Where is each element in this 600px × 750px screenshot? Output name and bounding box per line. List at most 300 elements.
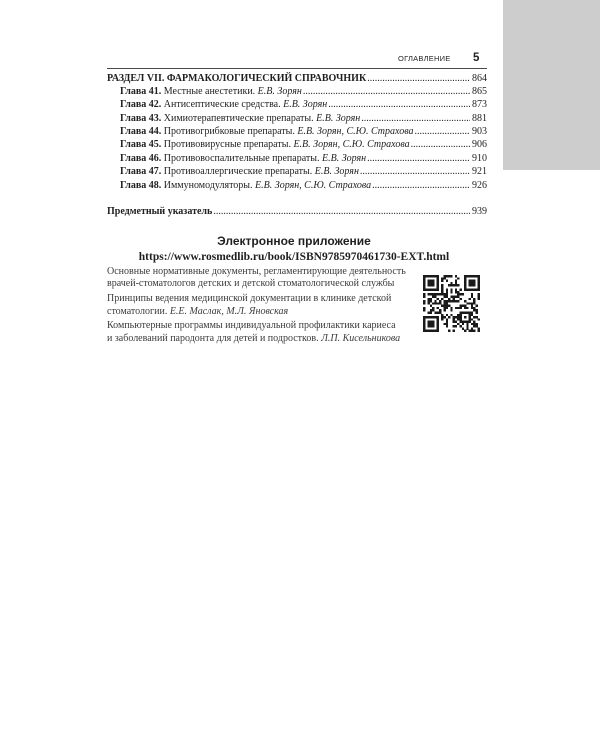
chapter-label: Глава 48.	[120, 179, 162, 191]
toc-page-number: 864	[472, 72, 487, 84]
qr-module	[455, 275, 457, 277]
qr-module	[475, 323, 477, 325]
qr-module	[441, 318, 443, 320]
qr-module	[446, 318, 448, 320]
qr-module	[441, 293, 443, 295]
dot-leader	[213, 205, 470, 218]
qr-module	[462, 327, 464, 329]
qr-module	[469, 289, 471, 291]
qr-module	[453, 316, 455, 318]
qr-module	[469, 302, 471, 304]
chapter-label: Глава 44.	[120, 126, 162, 138]
qr-module	[434, 289, 436, 291]
qr-module	[457, 296, 459, 298]
qr-module	[464, 316, 466, 318]
qr-module	[444, 275, 446, 277]
qr-module	[434, 275, 436, 277]
qr-module	[464, 305, 466, 307]
dot-leader	[328, 98, 470, 111]
qr-module	[469, 280, 471, 282]
qr-module	[478, 298, 480, 300]
qr-module	[432, 325, 434, 327]
qr-module	[464, 275, 466, 277]
dot-leader	[367, 152, 470, 165]
qr-module	[450, 289, 452, 291]
qr-module	[475, 289, 477, 291]
qr-module	[459, 307, 461, 309]
chapter-title: Противовоспалительные препараты.	[163, 152, 320, 164]
chapter-title: Химиотерапевтические препараты.	[163, 112, 314, 124]
qr-module	[478, 296, 480, 298]
appendix-item-text: врачей-стоматологов детских и детской стоматологической службы	[107, 278, 395, 290]
qr-module	[469, 275, 471, 277]
qr-module	[469, 330, 471, 332]
qr-module	[453, 318, 455, 320]
toc-page-number: 881	[472, 112, 487, 124]
qr-module	[430, 316, 432, 318]
qr-module	[478, 330, 480, 332]
qr-module	[425, 289, 427, 291]
qr-module	[432, 282, 434, 284]
qr-module	[437, 330, 439, 332]
qr-module	[455, 284, 457, 286]
qr-module	[471, 327, 473, 329]
qr-module	[464, 282, 466, 284]
qr-module	[471, 282, 473, 284]
qr-module	[459, 298, 461, 300]
chapter-authors: Е.В. Зорян	[316, 112, 361, 124]
qr-module	[455, 291, 457, 293]
appendix-item	[107, 293, 419, 319]
qr-module	[473, 325, 475, 327]
qr-module	[471, 284, 473, 286]
qr-module	[430, 311, 432, 313]
qr-module	[423, 321, 425, 323]
qr-module	[423, 307, 425, 309]
qr-module	[457, 291, 459, 293]
qr-module	[446, 280, 448, 282]
qr-module	[457, 300, 459, 302]
qr-module	[432, 293, 434, 295]
qr-module	[430, 280, 432, 282]
qr-module	[473, 298, 475, 300]
qr-module	[428, 280, 430, 282]
qr-module	[466, 325, 468, 327]
qr-module	[466, 321, 468, 323]
appendix-item	[107, 266, 419, 292]
qr-module	[428, 293, 430, 295]
table-of-contents	[107, 72, 487, 219]
qr-module	[434, 311, 436, 313]
qr-module	[475, 325, 477, 327]
chapter-authors: Е.В. Зорян	[257, 85, 302, 97]
qr-module	[423, 318, 425, 320]
qr-module	[478, 293, 480, 295]
qr-module	[453, 300, 455, 302]
qr-module	[444, 293, 446, 295]
qr-module	[471, 293, 473, 295]
qr-module	[473, 330, 475, 332]
appendix-item-text: и заболеваний пародонта для детей и подростков.	[107, 333, 319, 345]
appendix-item-authors: Л.П. Кисельникова	[321, 333, 401, 345]
qr-module	[428, 330, 430, 332]
qr-module	[453, 284, 455, 286]
qr-module	[478, 280, 480, 282]
toc-page-number: 873	[472, 99, 487, 111]
qr-module	[439, 300, 441, 302]
qr-module	[446, 307, 448, 309]
dot-leader	[372, 179, 470, 192]
toc-chapter-45	[107, 138, 487, 151]
qr-module	[471, 330, 473, 332]
qr-module	[450, 309, 452, 311]
appendix-item-line: Основные нормативные документы, регламентирующие деятельность	[107, 265, 406, 277]
qr-module	[441, 298, 443, 300]
qr-module	[444, 305, 446, 307]
qr-module	[466, 323, 468, 325]
qr-module	[446, 289, 448, 291]
toc-page-number: 926	[472, 179, 487, 191]
qr-module	[423, 280, 425, 282]
qr-module	[432, 323, 434, 325]
qr-module	[446, 323, 448, 325]
qr-module	[475, 316, 477, 318]
chapter-label: Глава 41.	[120, 85, 162, 97]
appendix-item-line	[107, 278, 419, 291]
toc-section-title: РАЗДЕЛ VII. ФАРМАКОЛОГИЧЕСКИЙ СПРАВОЧНИК	[107, 72, 367, 84]
qr-module	[423, 302, 425, 304]
appendix-items	[107, 266, 419, 348]
qr-module	[428, 282, 430, 284]
qr-module	[430, 289, 432, 291]
chapter-label: Глава 46.	[120, 152, 162, 164]
qr-module	[441, 289, 443, 291]
qr-code-icon	[423, 275, 480, 332]
appendix-item-authors: Е.Е. Маслак, М.Л. Яновская	[169, 305, 289, 317]
toc-chapter-entry	[120, 179, 371, 192]
qr-module	[453, 296, 455, 298]
qr-module	[455, 316, 457, 318]
qr-module	[448, 305, 450, 307]
appendix-item-line: Принципы ведения медицинской документации в клинике детской	[107, 292, 392, 304]
qr-module	[462, 305, 464, 307]
qr-module	[453, 325, 455, 327]
qr-module	[469, 284, 471, 286]
qr-module	[423, 293, 425, 295]
qr-module	[439, 309, 441, 311]
qr-module	[423, 275, 425, 277]
toc-page-number: 921	[472, 166, 487, 178]
qr-module	[441, 277, 443, 279]
qr-module	[459, 318, 461, 320]
qr-module	[423, 325, 425, 327]
qr-module	[441, 280, 443, 282]
qr-module	[469, 282, 471, 284]
qr-module	[444, 300, 446, 302]
qr-module	[464, 307, 466, 309]
toc-chapter-entry	[120, 98, 327, 111]
qr-module	[462, 293, 464, 295]
qr-module	[459, 305, 461, 307]
qr-module	[446, 293, 448, 295]
qr-module	[432, 275, 434, 277]
qr-module	[437, 280, 439, 282]
qr-module	[446, 321, 448, 323]
appendix-item-line	[107, 333, 419, 346]
qr-module	[444, 323, 446, 325]
qr-module	[457, 277, 459, 279]
qr-module	[430, 275, 432, 277]
qr-module	[437, 323, 439, 325]
qr-module	[475, 309, 477, 311]
qr-module	[441, 316, 443, 318]
qr-module	[444, 316, 446, 318]
qr-module	[448, 298, 450, 300]
appendix-item-line: Компьютерные программы индивидуальной профилактики кариеса	[107, 320, 396, 332]
qr-module	[437, 321, 439, 323]
qr-module	[473, 302, 475, 304]
qr-module	[437, 293, 439, 295]
qr-module	[478, 327, 480, 329]
qr-module	[453, 321, 455, 323]
qr-module	[428, 311, 430, 313]
qr-module	[471, 280, 473, 282]
qr-module	[441, 284, 443, 286]
qr-module	[471, 318, 473, 320]
qr-module	[475, 305, 477, 307]
qr-module	[464, 311, 466, 313]
qr-module	[466, 289, 468, 291]
qr-module	[473, 309, 475, 311]
chapter-authors: Е.В. Зорян, С.Ю. Страхова	[297, 126, 414, 138]
qr-module	[437, 316, 439, 318]
qr-module	[428, 300, 430, 302]
qr-module	[455, 325, 457, 327]
chapter-title: Местные анестетики.	[163, 85, 256, 97]
qr-module	[430, 300, 432, 302]
qr-module	[423, 309, 425, 311]
qr-module	[430, 298, 432, 300]
qr-module	[425, 330, 427, 332]
qr-module	[469, 314, 471, 316]
qr-module	[457, 316, 459, 318]
dot-leader	[303, 85, 470, 98]
qr-module	[423, 284, 425, 286]
qr-module	[434, 296, 436, 298]
toc-chapter-entry	[120, 125, 413, 138]
toc-chapter-41	[107, 85, 487, 98]
qr-module	[444, 302, 446, 304]
qr-module	[430, 282, 432, 284]
qr-module	[464, 321, 466, 323]
chapter-authors: Е.В. Зорян	[283, 99, 328, 111]
toc-chapter-entry	[120, 152, 366, 165]
qr-module	[450, 296, 452, 298]
toc-chapter-entry	[120, 165, 359, 178]
chapter-label: Глава 45.	[120, 139, 162, 151]
chapter-title: Иммуномодуляторы.	[163, 179, 253, 191]
toc-page-number: 865	[472, 85, 487, 97]
qr-module	[428, 275, 430, 277]
qr-module	[459, 293, 461, 295]
toc-chapter-entry	[120, 85, 302, 98]
qr-module	[446, 296, 448, 298]
chapter-authors: Е.В. Зорян	[314, 166, 359, 178]
qr-module	[448, 330, 450, 332]
chapter-label: Глава 47.	[120, 166, 162, 178]
qr-module	[469, 316, 471, 318]
appendix-item-line	[107, 306, 419, 319]
qr-module	[471, 307, 473, 309]
qr-module	[459, 316, 461, 318]
toc-page-number: 910	[472, 152, 487, 164]
qr-module	[423, 282, 425, 284]
qr-module	[441, 286, 443, 288]
qr-module	[428, 284, 430, 286]
qr-module	[441, 305, 443, 307]
qr-module	[439, 293, 441, 295]
qr-module	[457, 307, 459, 309]
appendix-heading: Электронное приложение	[217, 234, 371, 248]
qr-module	[430, 323, 432, 325]
toc-chapter-entry	[120, 112, 360, 125]
toc-chapter-entry	[120, 138, 410, 151]
qr-module	[448, 300, 450, 302]
qr-module	[446, 302, 448, 304]
qr-module	[462, 321, 464, 323]
qr-module	[464, 289, 466, 291]
qr-module	[466, 311, 468, 313]
dot-leader	[361, 112, 470, 125]
qr-module	[450, 275, 452, 277]
qr-module	[423, 330, 425, 332]
qr-module	[428, 289, 430, 291]
qr-module	[469, 318, 471, 320]
qr-module	[423, 300, 425, 302]
qr-module	[457, 323, 459, 325]
qr-module	[448, 284, 450, 286]
qr-module	[446, 275, 448, 277]
qr-module	[475, 311, 477, 313]
toc-chapter-48	[107, 179, 487, 192]
chapter-label: Глава 43.	[120, 112, 162, 124]
qr-module	[473, 280, 475, 282]
qr-module	[464, 284, 466, 286]
qr-module	[432, 321, 434, 323]
qr-module	[437, 307, 439, 309]
qr-module	[457, 293, 459, 295]
qr-module	[434, 300, 436, 302]
chapter-label: Глава 42.	[120, 99, 162, 111]
chapter-authors: Е.В. Зорян, С.Ю. Страхова	[255, 179, 372, 191]
qr-module	[428, 323, 430, 325]
qr-module	[437, 277, 439, 279]
dot-leader	[414, 125, 470, 138]
qr-module	[473, 323, 475, 325]
qr-module	[439, 311, 441, 313]
qr-module	[464, 277, 466, 279]
qr-module	[432, 307, 434, 309]
qr-module	[455, 282, 457, 284]
chapter-authors: Е.В. Зорян, С.Ю. Страхова	[293, 139, 410, 151]
qr-module	[478, 289, 480, 291]
qr-module	[478, 318, 480, 320]
dot-leader	[411, 138, 470, 151]
qr-module	[473, 307, 475, 309]
qr-module	[473, 284, 475, 286]
qr-module	[430, 305, 432, 307]
qr-module	[423, 277, 425, 279]
qr-module	[434, 293, 436, 295]
qr-module	[434, 316, 436, 318]
qr-module	[430, 284, 432, 286]
qr-module	[430, 309, 432, 311]
qr-module	[448, 275, 450, 277]
qr-module	[459, 325, 461, 327]
qr-module	[457, 314, 459, 316]
qr-module	[432, 296, 434, 298]
qr-module	[423, 286, 425, 288]
chapter-title: Противоаллергические препараты.	[163, 166, 313, 178]
qr-module	[455, 296, 457, 298]
qr-module	[455, 307, 457, 309]
qr-module	[450, 291, 452, 293]
chapter-title: Противогрибковые препараты.	[163, 126, 295, 138]
toc-page-number: 939	[472, 206, 487, 218]
qr-module	[428, 316, 430, 318]
qr-module	[478, 277, 480, 279]
qr-module	[453, 330, 455, 332]
toc-chapter-42	[107, 98, 487, 111]
qr-module	[475, 275, 477, 277]
qr-module	[471, 302, 473, 304]
qr-module	[450, 282, 452, 284]
qr-module	[432, 302, 434, 304]
qr-module	[428, 321, 430, 323]
qr-module	[464, 330, 466, 332]
qr-module	[444, 296, 446, 298]
qr-module	[432, 316, 434, 318]
qr-module	[466, 302, 468, 304]
toc-section-row	[107, 72, 487, 85]
qr-module	[437, 318, 439, 320]
qr-module	[457, 284, 459, 286]
qr-module	[446, 305, 448, 307]
qr-module	[423, 327, 425, 329]
toc-chapter-47	[107, 165, 487, 178]
qr-module	[430, 293, 432, 295]
qr-module	[446, 300, 448, 302]
appendix-url-link[interactable]: https://www.rosmedlib.ru/book/ISBN9785970461730-EXT.html	[138, 251, 450, 263]
qr-module	[437, 327, 439, 329]
qr-module	[437, 289, 439, 291]
qr-module	[432, 280, 434, 282]
qr-module	[471, 296, 473, 298]
qr-module	[450, 300, 452, 302]
qr-module	[434, 302, 436, 304]
qr-module	[462, 311, 464, 313]
qr-module	[437, 325, 439, 327]
qr-module	[471, 314, 473, 316]
qr-module	[457, 318, 459, 320]
qr-module	[428, 302, 430, 304]
qr-module	[444, 307, 446, 309]
qr-module	[471, 275, 473, 277]
qr-module	[459, 314, 461, 316]
qr-module	[437, 282, 439, 284]
qr-module	[450, 307, 452, 309]
qr-module	[423, 323, 425, 325]
